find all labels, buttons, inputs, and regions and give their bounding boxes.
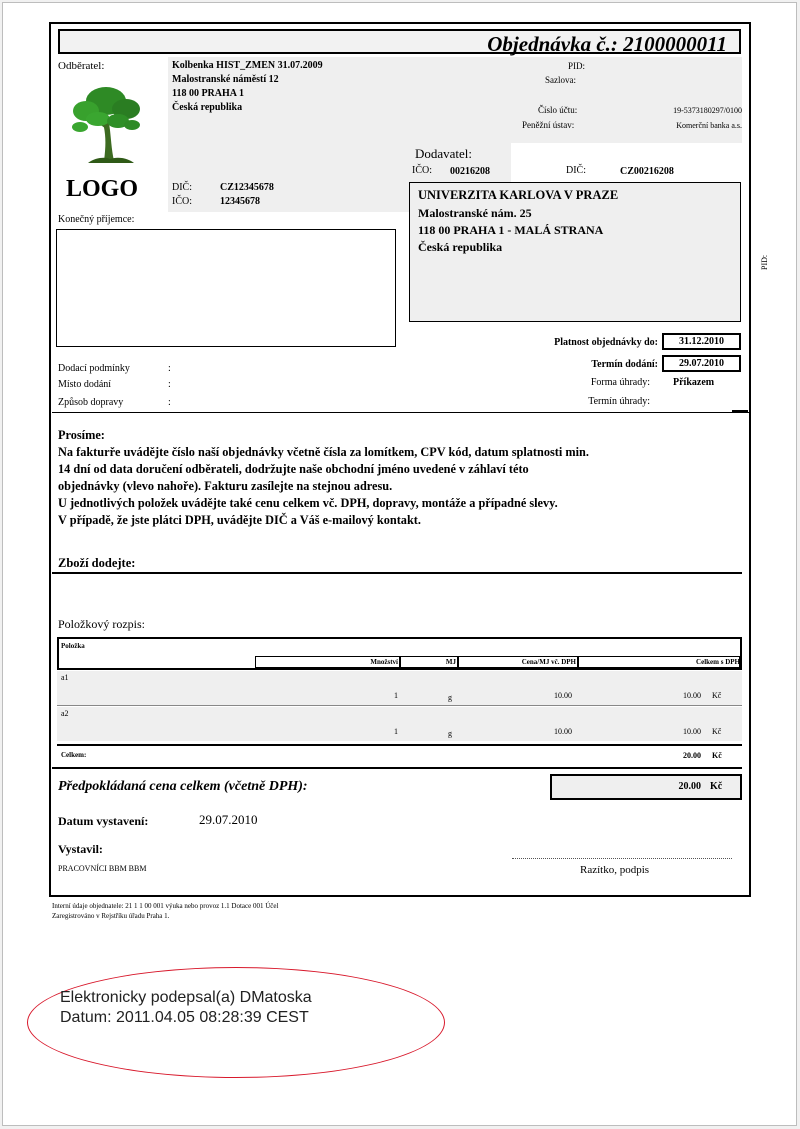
row-quantity: 1 [394, 691, 398, 700]
supplier-street: Malostranské nám. 25 [418, 206, 532, 220]
items-title: Položkový rozpis: [58, 617, 145, 631]
buyer-street: Malostranské náměstí 12 [172, 74, 279, 85]
buyer-label: Odběratel: [58, 60, 105, 72]
buyer-ico-label: IČO: [172, 196, 192, 207]
table-row [57, 707, 742, 741]
table-row [57, 671, 742, 705]
transport-label: Způsob dopravy [58, 397, 124, 408]
total-divider [57, 744, 742, 746]
delivery-date-label: Termín dodání: [591, 359, 658, 370]
row-item-name: a1 [61, 673, 69, 682]
bank-label: Peněžní ústav: [522, 120, 575, 130]
delivery-terms-colon: : [168, 363, 171, 374]
row-divider [57, 705, 742, 706]
estimated-currency: Kč [710, 781, 723, 792]
items-total-value: 20.00 [683, 751, 701, 760]
delivery-place-colon: : [168, 379, 171, 390]
header-unit: MJ [445, 658, 456, 666]
delivery-date: 29.07.2010 [662, 355, 741, 372]
delivery-terms-label: Dodací podmínky [58, 363, 130, 374]
buyer-bank-block [511, 57, 742, 143]
row-currency: Kč [712, 691, 722, 700]
delivery-place-label: Místo dodání [58, 379, 112, 390]
row-quantity: 1 [394, 727, 398, 736]
payment-form: Příkazem [673, 377, 715, 388]
buyer-city: 118 00 PRAHA 1 [172, 88, 244, 99]
buyer-ico: 12345678 [220, 196, 260, 207]
notice-block [58, 427, 743, 529]
signature-line-2: Datum: 2011.04.05 08:28:39 CEST [60, 1009, 309, 1026]
account-name-label: Sazlova: [545, 75, 576, 85]
bank-name: Komerční banka a.s. [676, 121, 742, 130]
tree-logo-icon [70, 83, 142, 165]
order-title-box [58, 29, 741, 54]
issued-by-label: Vystavil: [58, 842, 103, 856]
buyer-dic-label: DIČ: [172, 182, 192, 193]
supplier-dic: CZ00216208 [620, 166, 674, 177]
row-item-name: a2 [61, 709, 69, 718]
notice-line: V případě, že jste plátci DPH, uvádějte DIČ a Váš e-mailový kontakt. [58, 513, 421, 527]
buyer-country: Česká republika [172, 102, 243, 113]
issue-date-label: Datum vystavení: [58, 814, 149, 828]
side-pid-label: PID: [760, 254, 769, 270]
notice-line: objednávky (vlevo nahoře). Fakturu zasílejte na stejnou adresu. [58, 479, 393, 493]
supplier-country: Česká republika [418, 240, 503, 254]
payment-form-label: Forma úhrady: [590, 377, 650, 388]
items-header-item: Položka [61, 642, 85, 650]
row-total: 10.00 [683, 691, 701, 700]
logo-text: LOGO [66, 176, 139, 202]
row-currency: Kč [712, 727, 722, 736]
supplier-ico: 00216208 [450, 166, 490, 177]
row-unit: g [448, 693, 452, 702]
header-total: Celkem s DPH [696, 658, 740, 666]
validity-label: Platnost objednávky do: [554, 337, 658, 348]
notice-heading: Prosíme: [58, 428, 105, 442]
header-quantity: Množství [370, 658, 398, 666]
row-unit: g [448, 729, 452, 738]
buyer-dic: CZ12345678 [220, 182, 274, 193]
notice-line: 14 dní od data doručení odběrateli, dodržujte naše obchodní jméno uvedené v záhlaví této [58, 462, 529, 476]
divider [52, 412, 750, 413]
stamp-label: Razítko, podpis [580, 864, 650, 876]
signature-line-1: Elektronicky podepsal(a) DMatoska [60, 989, 312, 1006]
account-number: 19-5373180297/0100 [673, 106, 742, 115]
notice-line: U jednotlivých položek uvádějte také cenu celkem vč. DPH, dopravy, montáže a případné slevy. [58, 496, 558, 510]
total-bottom-line [52, 767, 742, 769]
supplier-name: UNIVERZITA KARLOVA V PRAZE [418, 188, 619, 202]
footer-line-2: Zaregistrováno v Rejstříku úřadu Praha 1. [52, 912, 170, 920]
transport-colon: : [168, 397, 171, 408]
goods-label: Zboží dodejte: [58, 556, 136, 570]
estimated-value: 20.00 [678, 781, 701, 792]
estimated-label: Předpokládaná cena celkem (včetně DPH): [58, 779, 308, 794]
items-total-label: Celkem: [61, 751, 87, 759]
account-number-label: Číslo účtu: [538, 105, 578, 115]
supplier-label: Dodavatel: [415, 146, 473, 161]
final-recipient-box [56, 229, 396, 347]
validity-date: 31.12.2010 [662, 333, 741, 350]
row-unit-price: 10.00 [554, 727, 572, 736]
final-recipient-label: Konečný příjemce: [58, 214, 135, 225]
notice-line: Na fakturře uvádějte číslo naší objednávky včetně čísla za lomítkem, CPV kód, datum splatnosti min. [58, 445, 589, 459]
pid-label: PID: [568, 61, 586, 71]
payment-date-label: Termín úhrady: [588, 396, 650, 407]
supplier-city: 118 00 PRAHA 1 - MALÁ STRANA [418, 223, 604, 237]
buyer-name: Kolbenka HIST_ZMEN 31.07.2009 [172, 60, 323, 71]
header-unit-price: Cena/MJ vč. DPH [521, 658, 576, 666]
electronic-signature [60, 988, 312, 1028]
goods-divider [52, 572, 742, 574]
supplier-dic-label: DIČ: [566, 165, 586, 176]
footer-line-1: Interní údaje objednatele: 21 1 1 00 001 výuka nebo provoz 1.1 Dotace 001 Účel [52, 902, 279, 910]
issue-date: 29.07.2010 [199, 812, 258, 827]
order-title: Objednávka č.: 2100000011 [487, 32, 727, 56]
divider-tick [732, 410, 748, 412]
items-total-currency: Kč [712, 751, 722, 760]
row-unit-price: 10.00 [554, 691, 572, 700]
supplier-ico-label: IČO: [412, 165, 432, 176]
row-total: 10.00 [683, 727, 701, 736]
signature-line [512, 858, 732, 859]
issued-by: PRACOVNÍCI BBM BBM [58, 864, 147, 873]
